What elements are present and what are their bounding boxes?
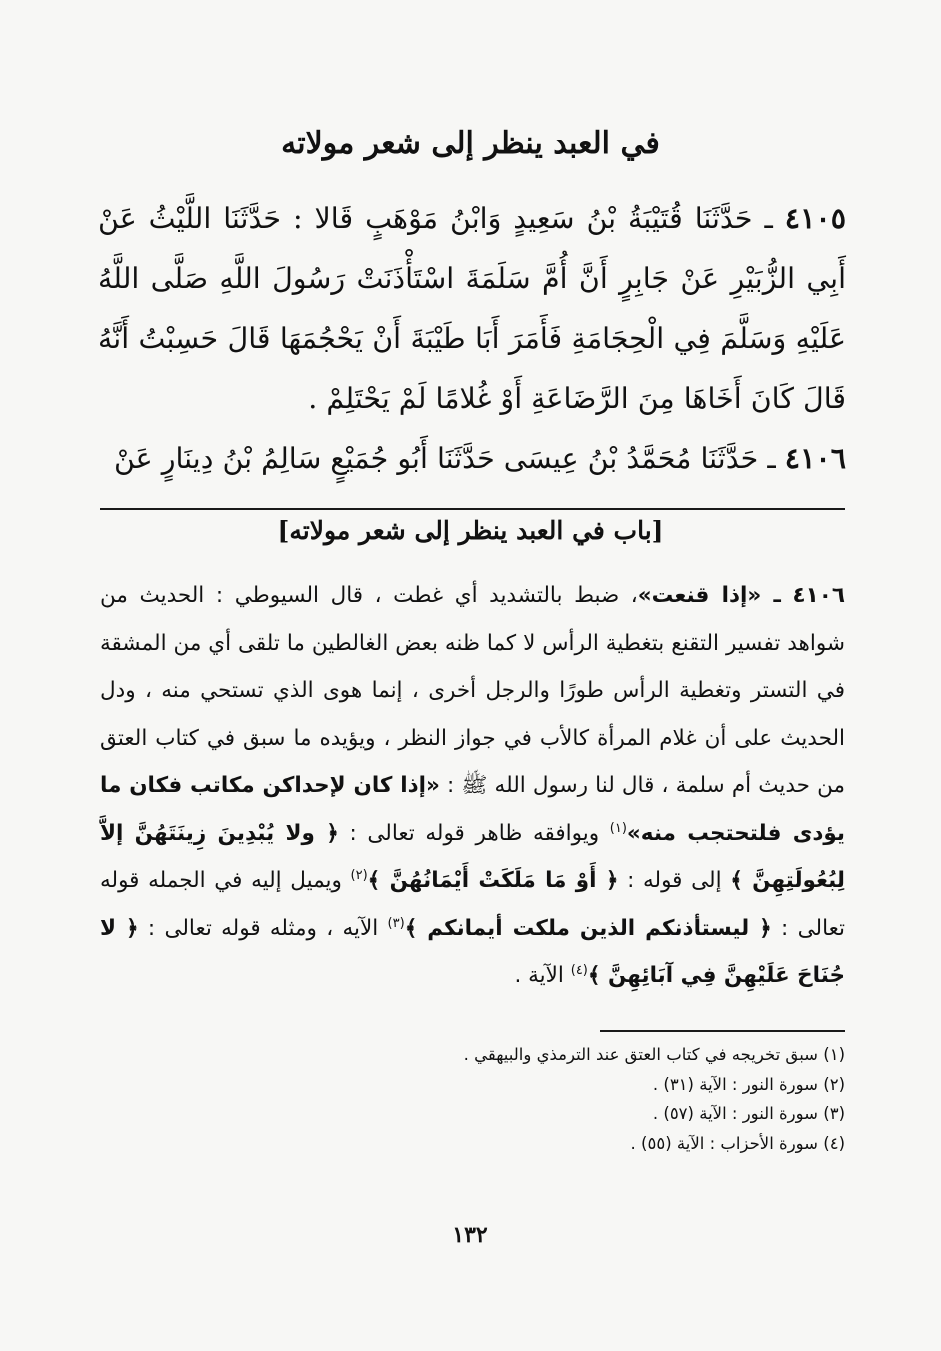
quran-quote: ﴿ أَوْ مَا مَلَكَتْ أَيْمَانُهُنَّ ﴾ <box>367 868 619 893</box>
footnote-item: (١) سبق تخريجه في كتاب العتق عند الترمذي والبيهقي . <box>463 1045 845 1064</box>
footnote-item: (٣) سورة النور : الآية (٥٧) . <box>652 1104 845 1123</box>
footnotes <box>300 1040 845 1158</box>
bab-title: [باب في العبد ينظر إلى شعر مولاته] <box>277 516 664 545</box>
commentary-text: إلى قوله : <box>627 868 731 893</box>
commentary-text: ويوافقه ظاهر قوله تعالى : <box>349 820 610 846</box>
commentary-number: ٤١٠٦ <box>792 583 845 608</box>
hadith-4105 <box>98 188 846 429</box>
commentary-lead: ـ «إذا قنعت» <box>637 583 781 608</box>
hadith-number: ٤١٠٥ <box>784 201 847 235</box>
page-number: ١٣٢ <box>452 1222 488 1248</box>
commentary-text: الآية . <box>514 963 571 988</box>
footnote-ref[interactable]: (٤) <box>570 962 588 978</box>
hadith-number: ٤١٠٦ <box>784 441 846 475</box>
footnote-ref[interactable]: (٢) <box>350 867 368 883</box>
commentary-text: ويميل إليه في الجمله قوله تعالى : <box>100 868 845 941</box>
commentary-text: الآيه ، ومثله قوله تعالى : <box>147 915 388 941</box>
hadith-quote: «إذا كان لإحداكن مكاتب فكان ما يؤدى فلتحتجب منه» <box>100 773 845 846</box>
hadith-text: ـ حَدَّثَنَا قُتَيْبَةُ بْنُ سَعِيدٍ وَابْنُ مَوْهَبٍ قَالا : حَدَّثَنَا اللَّيْثُ عَنْ أَبِي الزُّبَيْرِ عَنْ جَابِرٍ أَنَّ أُمَّ سَلَمَةَ اسْتَأْذَنَتْ رَسُولَ اللَّهِ صَلَّى اللَّهُ عَلَيْهِ وَسَلَّمَ فِي الْحِجَامَةِ فَأَمَرَ أَبَا طَيْبَةَ أَنْ يَحْجُمَهَا قَالَ حَسِبْتُ أَنَّهُ قَالَ كَانَ أَخَاهَا مِنَ الرَّضَاعَةِ أَوْ غُلامًا لَمْ يَحْتَلِمْ . <box>98 202 846 415</box>
commentary-text: ، ضبط بالتشديد أي غطت ، قال السيوطي : الحديث من شواهد تفسير التقنع بتغطية الرأس لا كما ظنه بعض الغالطين ما تلقى أي من المشقة في التستر وتغطية الرأس طورًا والرجل أخرى ، إنما هوى الذي تستحي منه ، ودل الحديث على أن غلام المرأة كالأب في جواز النظر ، ويؤيده ما سبق في كتاب العتق من حديث أم سلمة ، قال لنا رسول الله ﷺ : <box>100 583 845 798</box>
quran-quote: ﴿ لا جُنَاحَ عَلَيْهِنَّ فِي آبَائِهِنَّ ﴾ <box>100 915 845 988</box>
section-divider <box>100 508 845 510</box>
footnote-divider <box>600 1030 845 1032</box>
footnote-item: (٤) سورة الأحزاب : الآية (٥٥) . <box>630 1133 845 1153</box>
footnote-item: (٢) سورة النور : الآية (٣١) . <box>652 1074 845 1094</box>
chapter-title: في العبد ينظر إلى شعر مولاته <box>281 126 660 161</box>
quran-quote: ﴿ ليستأذنكم الذين ملكت أيمانكم ﴾ <box>404 915 772 941</box>
footnote-ref[interactable]: (٣) <box>387 915 405 931</box>
footnote-ref[interactable]: (١) <box>609 820 627 836</box>
hadith-4106 <box>98 428 846 489</box>
commentary <box>100 572 845 1000</box>
hadith-text: ـ حَدَّثَنَا مُحَمَّدُ بْنُ عِيسَى حَدَّثَنَا أَبُو جُمَيْعٍ سَالِمُ بْنُ دِينَارٍ عَنْ <box>113 442 776 475</box>
quran-quote: ﴿ ولا يُبْدِينَ زِينَتَهُنَّ إلاَّ لِبُعُولَتِهِنَّ ﴾ <box>100 820 845 893</box>
